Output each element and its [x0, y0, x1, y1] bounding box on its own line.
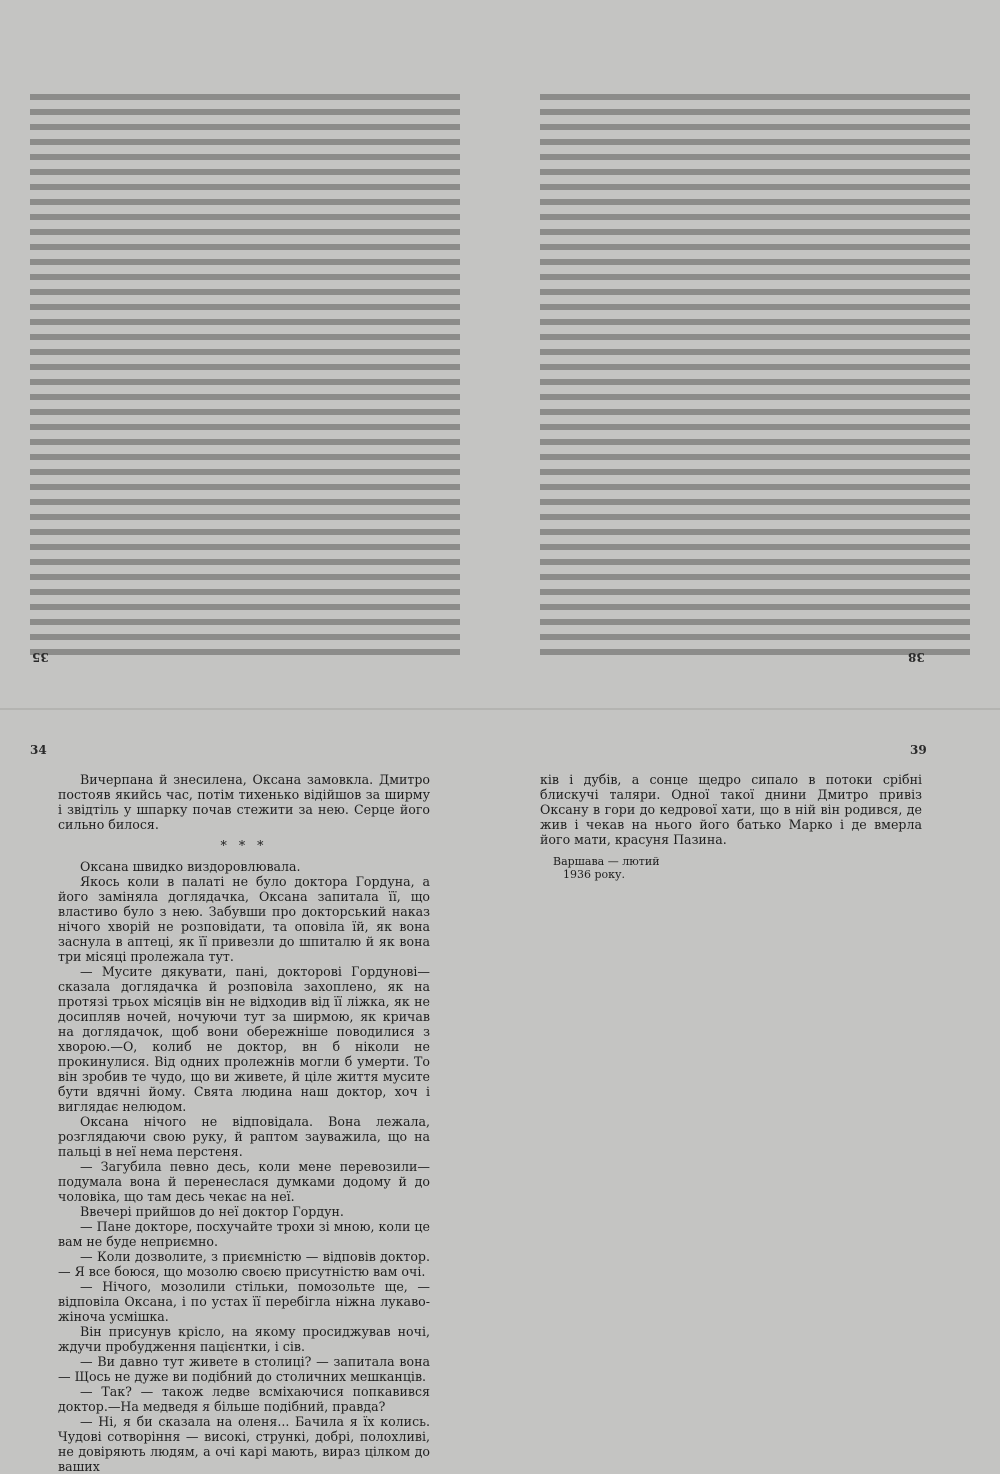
paragraph: — Загубила певно десь, коли мене перевозили—подумала вона й перенеслася думками додому й до чоловіка, що там десь чекає на неї. [58, 1159, 430, 1204]
paragraph: — Нічого, мозолили стільки, помозольте ще, — відповіла Оксана, і по устах її перебігла ніжна лукаво-жіноча усмішка. [58, 1279, 430, 1324]
upside-down-text-column [540, 85, 970, 655]
paragraph: Він присунув крісло, на якому просиджував ночі, ждучи пробудження пацієнтки, і сів. [58, 1324, 430, 1354]
upside-down-text-column [30, 85, 460, 655]
paragraph: Оксана нічого не відповідала. Вона лежала, розглядаючи свою руку, й раптом зауважила, що на пальці в неї нема перстеня. [58, 1114, 430, 1159]
signature-line-2: 1936 року. [563, 868, 625, 881]
page-number-bottom-left: 34 [30, 743, 47, 757]
paragraph: Ввечері прийшов до неї доктор Гордун. [80, 1204, 344, 1219]
section-break: * * * [220, 838, 268, 853]
upside-down-pages [0, 0, 1000, 700]
paragraph: — Коли дозволите, з приємністю — відповів доктор. — Я все боюся, що мозолю своєю присутністю вам очі. [58, 1249, 430, 1279]
page-number-top-right: 38 [908, 650, 925, 664]
page-number-bottom-right: 39 [910, 743, 927, 757]
page-number-top-left: 35 [32, 650, 49, 664]
upside-down-page-right [520, 0, 990, 700]
paragraph: Оксана швидко виздоровлювала. [80, 859, 301, 874]
paragraph: — Ви давно тут живете в столиці? — запитала вона — Щось не дуже ви подібний до столичних мешканців. [58, 1354, 430, 1384]
signature-line-1: Варшава — лютий [553, 855, 660, 868]
page-fold-divider [0, 708, 1000, 710]
upside-down-page-left [10, 0, 480, 700]
paragraph: — Так? — також ледве всміхаючися попкавився доктор.—На медведя я більше подібний, правда? [58, 1384, 430, 1414]
paragraph: — Мусите дякувати, пані, докторові Гордунові—сказала доглядачка й розповіла захоплено, як на протязі трьох місяців він не відходив від її ліжка, як не досипляв ночей, ночуючи тут за ширмою, як кричав на доглядачок, щоб вони обережніше поводилися з хворою.—О, колиб не доктор, вн б ніколи не прокинулися. Від одних пролежнів могли б умерти. То він зробив те чудо, що ви живете, й ціле життя мусите бути вдячні йому. Свята людина наш доктор, хоч і виглядає нелюдом. [58, 964, 430, 1114]
text-column-left [58, 772, 430, 1474]
paragraph: — Пане докторе, посхучайте трохи зі мною, коли це вам не буде неприємно. [58, 1219, 430, 1249]
paragraph: ків і дубів, а сонце щедро сипало в потоки срібні блискучі таляри. Одної такої днини Дмитро привіз Оксану в гори до кедрової хати, що в ній він родився, де жив і чекав на нього його батько Марко і де вмерла його мати, красуня Пазина. [540, 772, 922, 847]
signature-place-date [553, 855, 660, 881]
text-column-right [540, 772, 922, 847]
paragraph: Вичерпана й знесилена, Оксана замовкла. Дмитро постояв якийсь час, потім тихенько відійшов за ширму і звідтіль у шпарку почав стежити за нею. Серце його сильно билося. [58, 772, 430, 832]
paragraph: Якось коли в палаті не було доктора Гордуна, а його заміняла доглядачка, Оксана запитала її, що властиво було з нею. Забувши про докторський наказ нічого хворій не розповідати, та оповіла їй, як вона заснула в аптеці, як її привезли до шпиталю й як вона три місяці пролежала тут. [58, 874, 430, 964]
paragraph: — Ні, я би сказала на оленя... Бачила я їх колись. Чудові сотворіння — високі, стрункі, добрі, полохливі, не довіряють людям, а очі карі мають, вираз цілком до ваших [58, 1414, 430, 1474]
